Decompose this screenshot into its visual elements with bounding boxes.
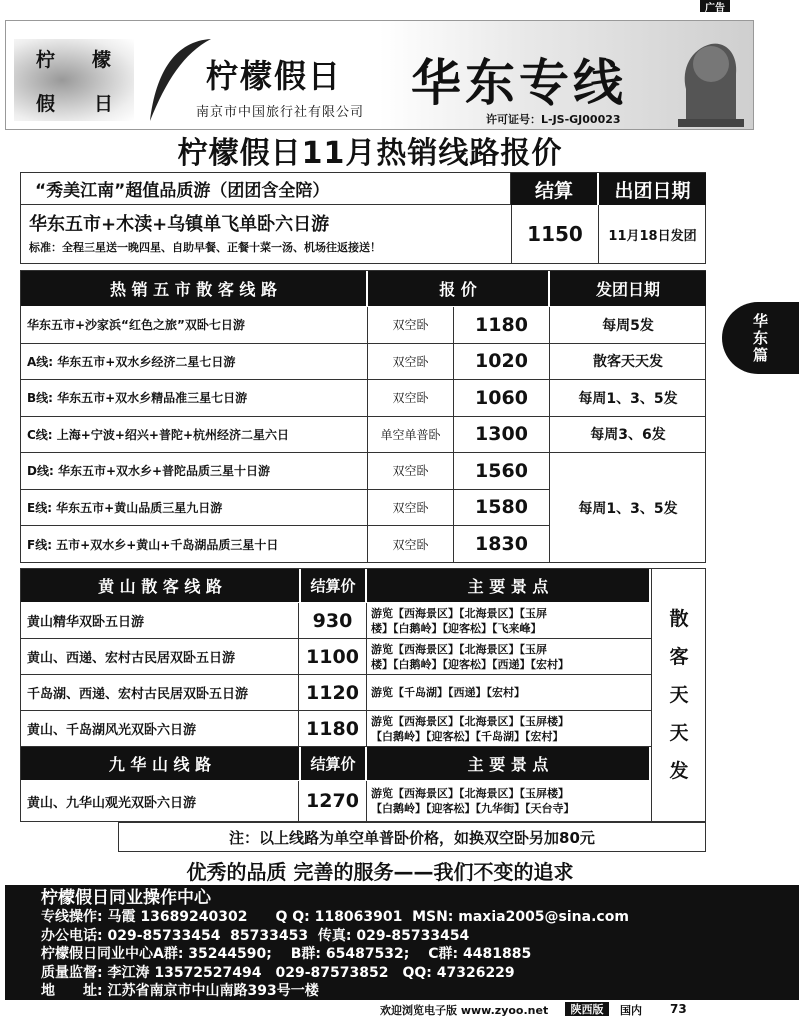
berth-type: 双空卧 <box>368 307 454 344</box>
route-price: 1020 <box>454 344 550 381</box>
berth-type: 单空单普卧 <box>368 417 454 454</box>
contact-line: 质量监督: 李江涛 13572527494 029-87573852 QQ: 47326229 <box>41 964 515 981</box>
page-title: 柠檬假日11月热销线路报价 <box>177 136 563 171</box>
contact-line: 地 址: 江苏省南京市中山南路393号一楼 <box>41 983 319 999</box>
route-name: 黄山、千岛湖风光双卧六日游 <box>21 711 299 747</box>
route-price: 930 <box>299 603 367 639</box>
route-name: A线: 华东五市+双水乡经济二星七日游 <box>21 344 368 381</box>
spot-line: 游览【西海景区】【北海景区】【玉屏 <box>371 642 547 656</box>
logo-char: 檬 <box>92 49 112 71</box>
spot-line: 游览【西海景区】【北海景区】【玉屏楼】 <box>371 787 569 800</box>
side-char: 客 <box>669 646 689 668</box>
route-name: C线: 上海+宁波+绍兴+普陀+杭州经济二星六日 <box>21 417 368 454</box>
berth-type: 双空卧 <box>368 526 454 563</box>
company-name: 南京市中国旅行社有限公司 <box>196 105 365 120</box>
header-banner <box>5 20 754 130</box>
route-name: 千岛湖、西递、宏村古民居双卧五日游 <box>21 675 299 711</box>
footer-section: 国内 <box>620 1004 642 1017</box>
spot-line: 游览【千岛湖】【西递】【宏村】 <box>371 686 525 699</box>
jiuhua-header-route: 九 华 山 线 路 <box>21 747 299 780</box>
route-name: B线: 华东五市+双水乡精品准三星七日游 <box>21 380 368 417</box>
huangshan-table <box>20 568 706 822</box>
feature-head: “秀美江南”超值品质游（团团含全陪） <box>21 173 511 205</box>
side-char: 天 <box>669 684 689 706</box>
side-char: 天 <box>669 722 689 744</box>
feature-date: 11月18日发团 <box>608 228 697 244</box>
feature-date-header: 出团日期 <box>599 173 706 205</box>
feature-price-header: 结算 <box>511 173 597 205</box>
col-header-route: 热 销 五 市 散 客 线 路 <box>21 271 366 306</box>
route-price: 1830 <box>454 526 550 563</box>
jiuhua-price: 1270 <box>299 781 367 821</box>
route-price: 1300 <box>454 417 550 454</box>
route-name: 华东五市+沙家浜“红色之旅”双卧七日游 <box>21 307 368 344</box>
contact-block <box>5 885 799 1000</box>
berth-type: 双空卧 <box>368 453 454 490</box>
route-price: 1560 <box>454 453 550 490</box>
side-char: 发 <box>669 760 689 782</box>
route-price: 1180 <box>299 711 367 747</box>
feature-table <box>20 172 706 264</box>
spot-line: 楼】【白鹅岭】【迎客松】【飞来峰】 <box>371 621 542 635</box>
berth-type: 双空卧 <box>368 490 454 527</box>
schedule-side-label <box>651 569 706 821</box>
route-price: 1100 <box>299 639 367 675</box>
departure-schedule: 每周1、3、5发 <box>550 380 706 417</box>
col-header-price: 报 价 <box>368 271 548 306</box>
spot-line: 【白鹅岭】【迎客松】【千岛湖】【宏村】 <box>371 729 564 743</box>
logo-char: 柠 <box>36 49 56 71</box>
contact-title: 柠檬假日同业操作中心 <box>41 888 211 908</box>
berth-type: 双空卧 <box>368 380 454 417</box>
price-note: 注：以上线路为单空单普卧价格，如换双空卧另加80元 <box>118 822 706 852</box>
departure-schedule: 每周3、6发 <box>550 417 706 454</box>
col-header-date: 发团日期 <box>550 271 706 306</box>
feature-price: 1150 <box>511 205 599 263</box>
departure-schedule: 每周5发 <box>550 307 706 344</box>
license-number: 许可证号：L-JS-GJ00023 <box>486 113 621 126</box>
side-char: 散 <box>669 608 689 630</box>
route-name: F线: 五市+双水乡+黄山+千岛湖品质三星十日 <box>21 526 368 563</box>
route-price: 1180 <box>454 307 550 344</box>
spot-line: 游览【西海景区】【北海景区】【玉屏 <box>371 606 547 620</box>
jiuhua-header-spots: 主 要 景 点 <box>367 747 649 780</box>
scenic-spots <box>367 639 651 675</box>
route-price: 1060 <box>454 380 550 417</box>
route-name: D线: 华东五市+双水乡+普陀品质三星十日游 <box>21 453 368 490</box>
berth-type: 双空卧 <box>368 344 454 381</box>
contact-line: 柠檬假日同业中心A群: 35244590; B群: 65487532; C群: 4481885 <box>41 946 532 962</box>
footer <box>380 1002 799 1017</box>
spot-line: 楼】【白鹅岭】【迎客松】【西递】【宏村】 <box>371 657 569 671</box>
departure-schedule: 散客天天发 <box>550 344 706 381</box>
contact-line: 办公电话: 029-85733454 85733453 传真: 029-85733454 <box>41 927 470 944</box>
ad-tag: 广告 <box>700 0 730 12</box>
route-price: 1580 <box>454 490 550 527</box>
logo-char: 日 <box>94 93 114 115</box>
feature-route: 华东五市+木渎+乌镇单飞单卧六日游 <box>29 214 330 235</box>
feature-note: 标准：全程三星送一晚四星、自助早餐、正餐十菜一汤、机场往返接送！ <box>29 241 381 254</box>
brand-name: 柠檬假日 <box>206 57 343 95</box>
scenic-spots <box>367 711 651 747</box>
spot-line: 游览【西海景区】【北海景区】【玉屏楼】 <box>371 714 569 728</box>
scenic-spots <box>367 603 651 639</box>
col-header-route: 黄 山 散 客 线 路 <box>21 569 299 602</box>
spot-line: 【白鹅岭】【迎客松】【九华街】【天台寺】 <box>371 802 575 815</box>
departure-schedule: 每周1、3、5发 <box>578 500 678 517</box>
jiuhua-route: 黄山、九华山观光双卧六日游 <box>21 781 299 821</box>
brand-logo <box>14 39 134 121</box>
col-header-price: 结算价 <box>301 569 365 602</box>
logo-char: 假 <box>36 93 56 115</box>
footer-site[interactable]: 欢迎浏览电子版 www.zyoo.net <box>380 1004 549 1017</box>
contact-line: 专线操作: 马霞 13689240302 Q Q: 118063901 MSN: maxia2005@sina.com <box>41 909 629 925</box>
page-number: 73 <box>670 1002 687 1016</box>
col-header-spots: 主 要 景 点 <box>367 569 649 602</box>
slogan: 优秀的品质 完善的服务——我们不变的追求 <box>186 859 574 884</box>
route-name: 黄山精华双卧五日游 <box>21 603 299 639</box>
side-tab: 华东篇 <box>722 302 799 374</box>
route-name: 黄山、西递、宏村古民居双卧五日游 <box>21 639 299 675</box>
lion-statue-icon <box>666 29 746 129</box>
route-price: 1120 <box>299 675 367 711</box>
jiuhua-header-price: 结算价 <box>301 747 365 780</box>
jiuhua-spots <box>367 781 651 821</box>
footer-region: 陕西版 <box>565 1002 609 1016</box>
banner-title: 华东专线 <box>411 53 627 112</box>
route-name: E线: 华东五市+黄山品质三星九日游 <box>21 490 368 527</box>
five-cities-table <box>20 270 706 563</box>
scenic-spots <box>367 675 651 711</box>
